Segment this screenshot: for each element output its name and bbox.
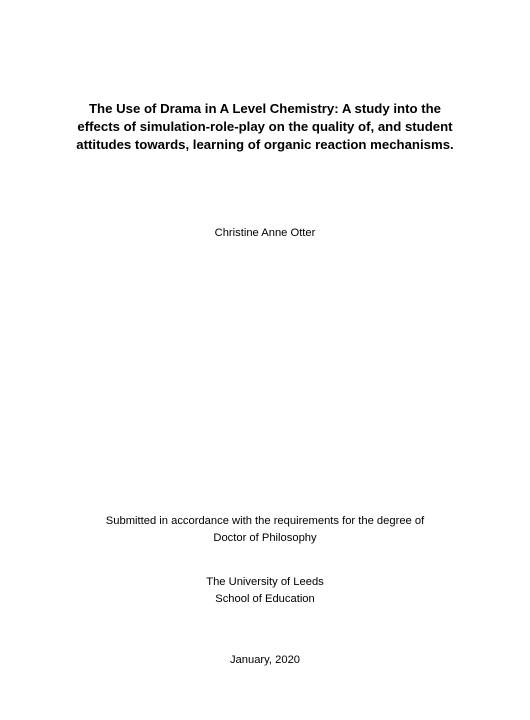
university-name: The University of Leeds bbox=[206, 576, 324, 588]
thesis-title-line-1: The Use of Drama in A Level Chemistry: A study into the bbox=[89, 101, 441, 116]
submission-statement: Submitted in accordance with the requirements for the degree of bbox=[105, 515, 425, 527]
thesis-title-line-2: effects of simulation-role-play on the quality of, and student bbox=[77, 119, 453, 134]
degree-name: Doctor of Philosophy bbox=[213, 532, 317, 544]
thesis-title-line-3: attitudes towards, learning of organic reaction mechanisms. bbox=[76, 137, 454, 152]
submission-date: January, 2020 bbox=[229, 654, 301, 666]
school-name: School of Education bbox=[215, 593, 315, 605]
author-name: Christine Anne Otter bbox=[214, 227, 316, 239]
